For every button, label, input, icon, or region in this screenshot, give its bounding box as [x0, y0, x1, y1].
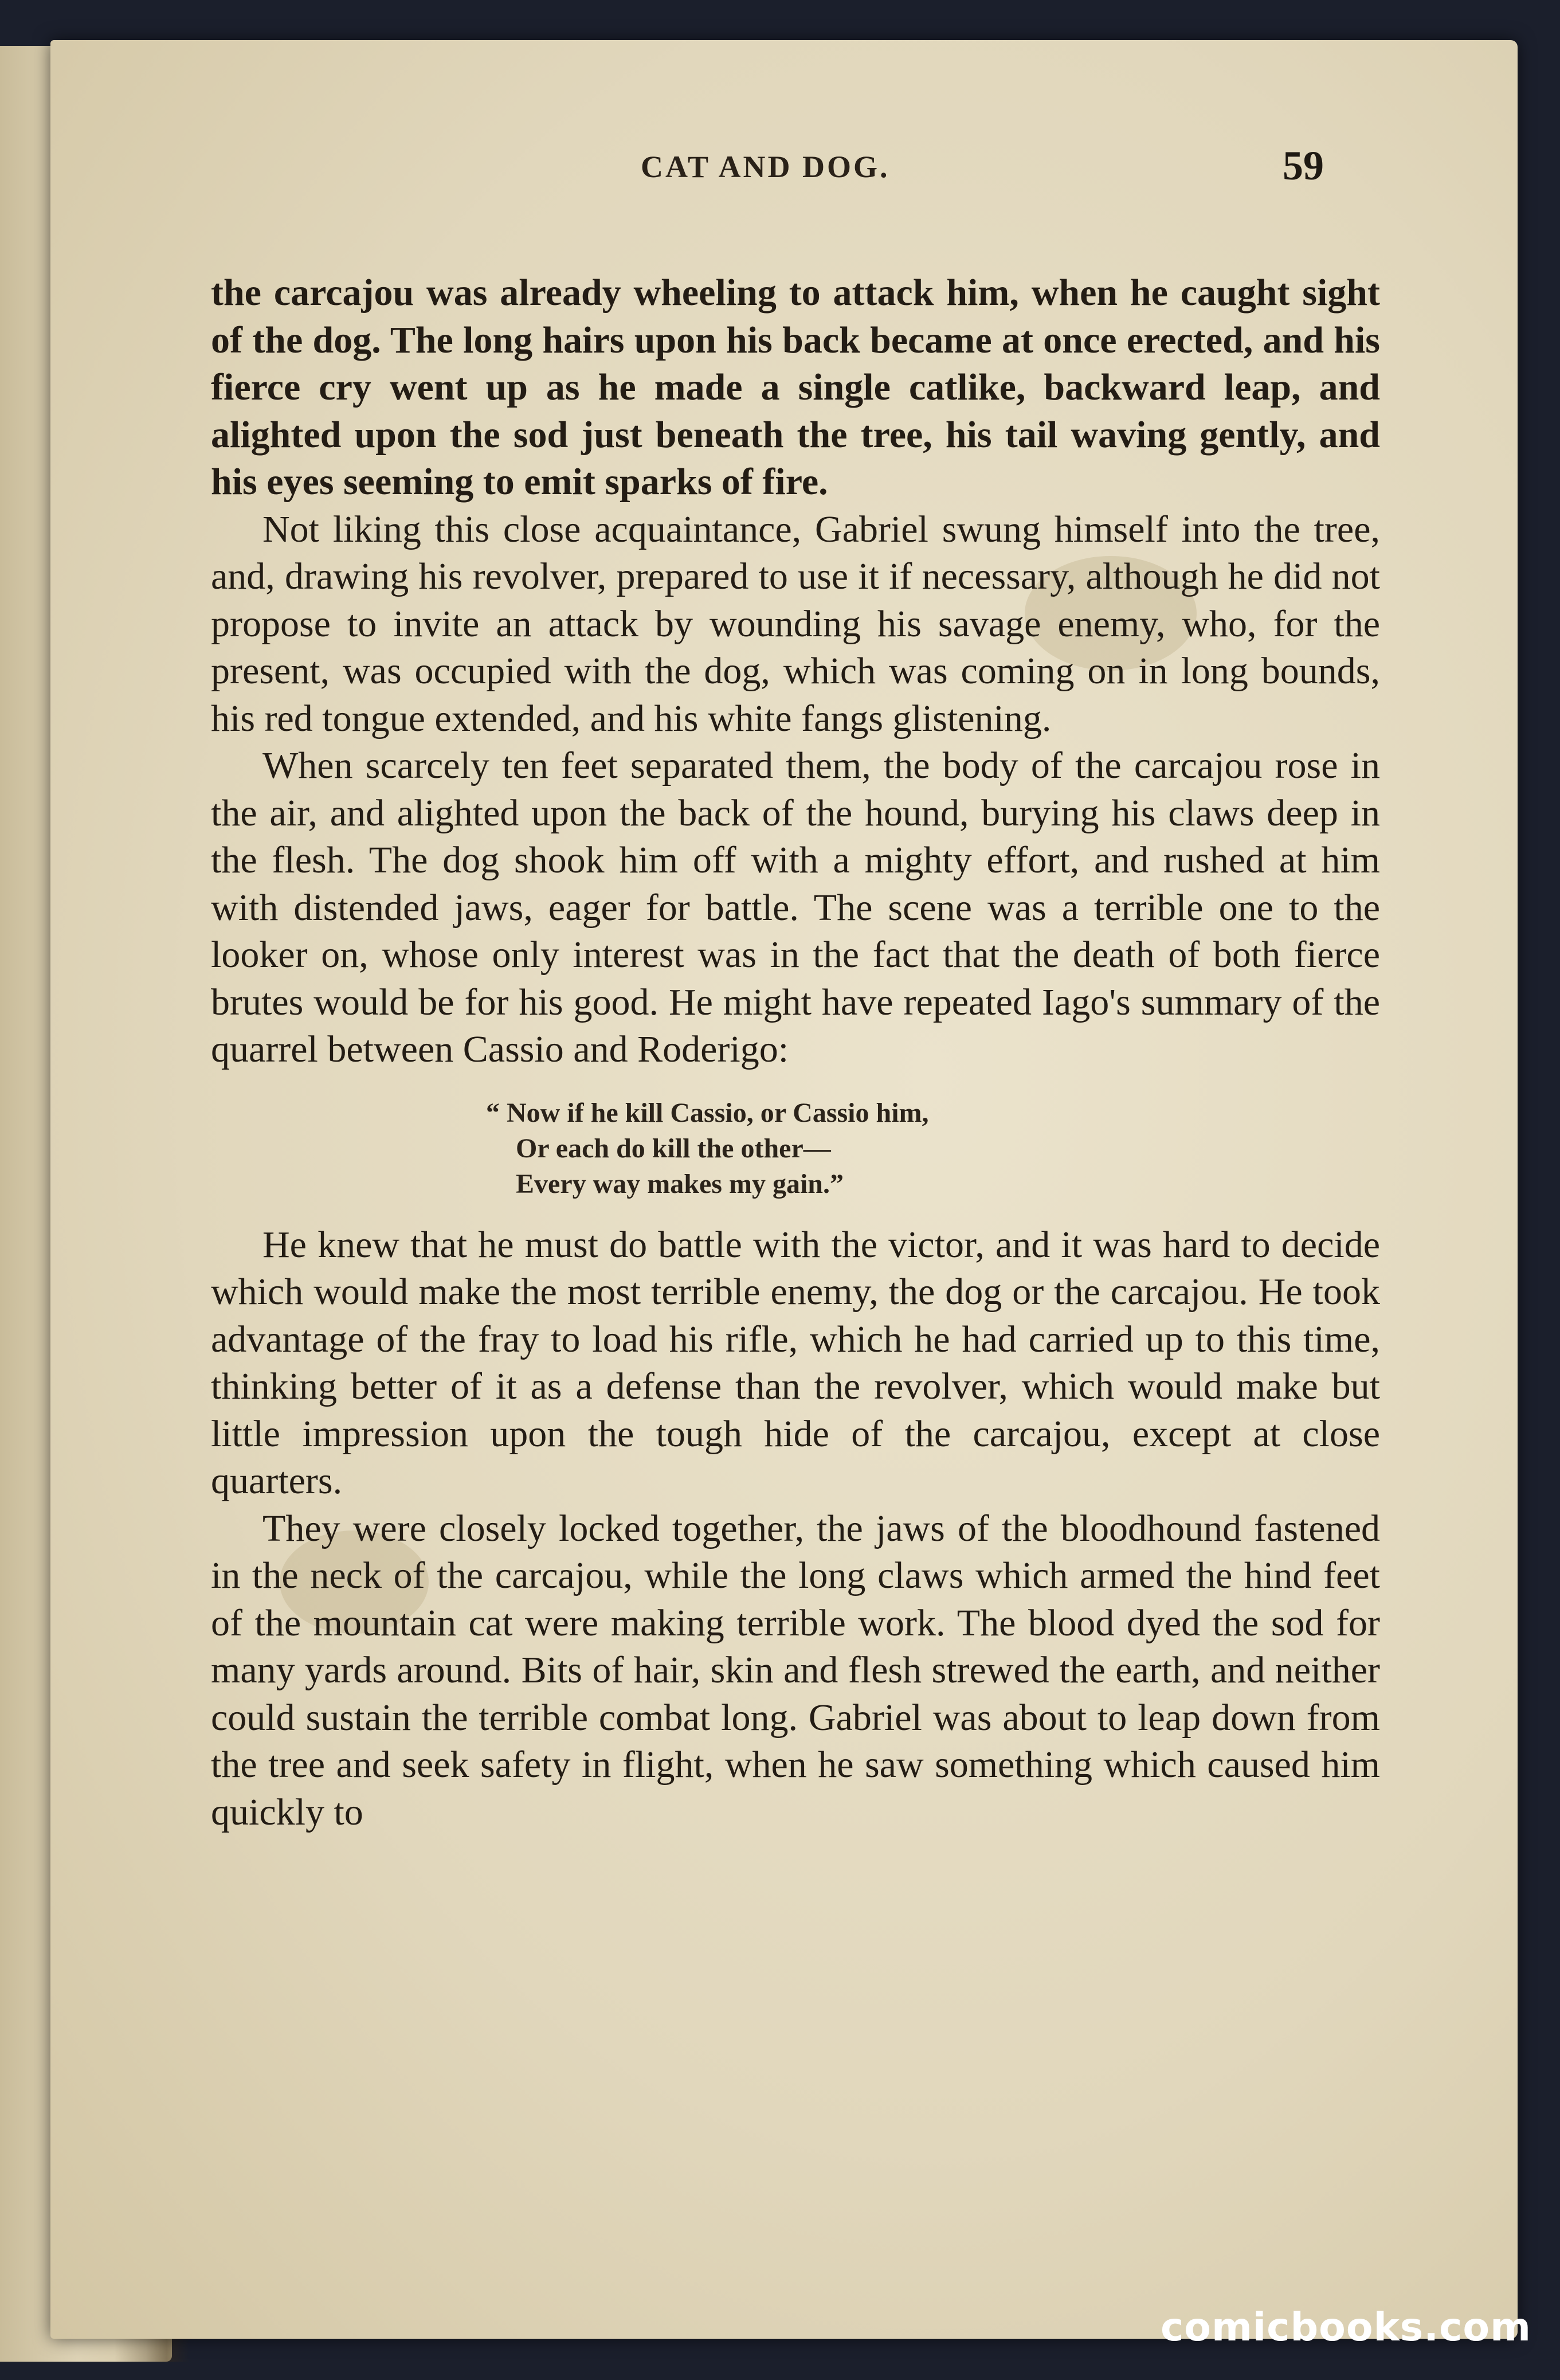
site-watermark: comicbooks.com	[1160, 2305, 1531, 2350]
paragraph: He knew that he must do battle with the victor, and it was hard to decide which would make the most terrible enemy, the dog or the carcajou. He took advantage of the fray to load his rifle, which he had carried up to this time, thinking better of it as a defense than the revolver, which would make but little impression upon the tough hide of the carcajou, except at close quarters.	[211, 1223, 1380, 1502]
paragraph: Not liking this close acquaintance, Gabriel swung himself into the tree, and, drawing his revolver, prepared to use it if necessary, although he did not propose to invite an attack by wounding his savage enemy, who, for the present, was occupied with the dog, which was coming on in long bounds, his red tongue extended, and his white fangs glistening.	[211, 508, 1380, 739]
verse-quotation	[486, 1095, 1380, 1202]
quote-line: Or each do kill the other—	[516, 1133, 831, 1164]
page-number: 59	[1283, 143, 1324, 189]
paragraph: the carcajou was already wheeling to attack him, when he caught sight of the dog. The long hairs upon his back became at once erected, and his fierce cry went up as he made a single catlike, backward leap, and alighted upon the sod just beneath the tree, his tail waving gently, and his eyes seeming to emit sparks of fire.	[211, 272, 1380, 503]
book-page	[50, 40, 1518, 2339]
paragraph: They were closely locked together, the jaws of the bloodhound fastened in the neck of the carcajou, while the long claws which armed the hind feet of the mountain cat were making terrible work. The blood dyed the sod for many yards around. Bits of hair, skin and flesh strewed the earth, and neither could sustain the terrible combat long. Gabriel was about to leap down from the tree and seek safety in flight, when he saw something which caused him quickly to	[211, 1507, 1380, 1833]
paragraph: When scarcely ten feet separated them, the body of the carcajou rose in the air, and alighted upon the back of the hound, burying his claws deep in the flesh. The dog shook him off with a mighty effort, and rushed at him with distended jaws, eager for battle. The scene was a terrible one to the looker on, whose only interest was in the fact that the death of both fierce brutes would be for his good. He might have repeated Iago's summary of the quarrel between Cassio and Roderigo:	[211, 745, 1380, 1070]
quote-line: Every way makes my gain.”	[516, 1168, 844, 1199]
running-head: CAT AND DOG.	[641, 150, 890, 184]
body-text	[211, 269, 1380, 1836]
quote-line: “ Now if he kill Cassio, or Cassio him,	[486, 1097, 929, 1128]
